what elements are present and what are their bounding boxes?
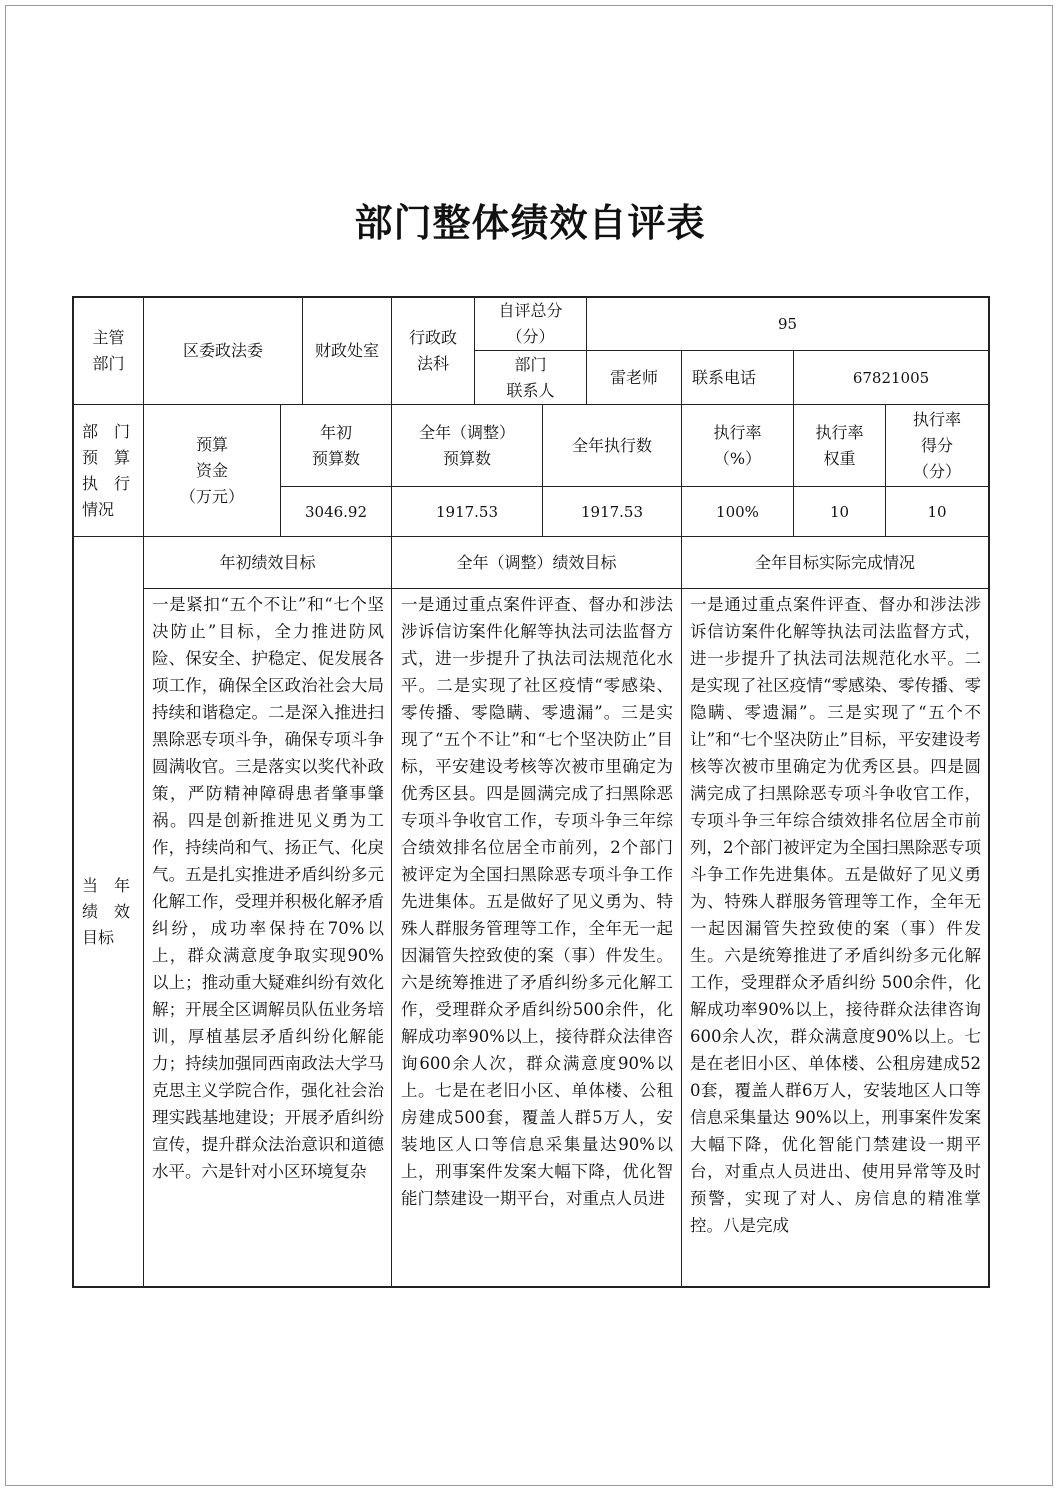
budget-value-adjusted: 1917.53 <box>435 502 499 521</box>
goals-col-actual: 全年目标实际完成情况 <box>754 552 915 572</box>
budget-fund-label: 预算 资金 （万元） <box>179 434 244 506</box>
budget-value-rate: 100% <box>716 502 759 521</box>
goals-initial-text: 一是紧扣“五个不让”和“七个坚决防止”目标，全力推进防风险、保安全、护稳定、促发展各项工作，确保全区政治社会大局持续和谐稳定。二是深入推进扫黑除恶专项斗争，确保专项斗争圆满收官。三是落实以奖代补政策，严防精神障碍患者肇事肇祸。四是创新推进见义勇为工作，持续尚和气、扬正气、化戾气。五是扎实推进矛盾纠纷多元化解工作，受理并积极化解矛盾纠纷，成功率保持在70%以上，群众满意度争取实现90%以上；推动重大疑难纠纷有效化解；开展全区调解员队伍业务培训，厚植基层矛盾纠纷化解能力；持续加强同西南政法大学马克思主义学院合作，强化社会治理实践基地建设；开展矛盾纠纷宣传，提升群众法治意识和道德水平。六是针对小区环境复杂 <box>152 595 384 1181</box>
budget-col-rate: 执行率 （%） <box>713 422 762 468</box>
page-title: 部门整体绩效自评表 <box>354 200 706 245</box>
budget-col-adjusted: 全年（调整） 预算数 <box>418 422 515 468</box>
table-border-bottom <box>72 1286 990 1288</box>
section-name: 行政政 法科 <box>408 328 457 373</box>
goals-actual-text: 一是通过重点案件评查、督办和涉法涉诉信访案件化解等执法司法监督方式，进一步提升了执法司法规范化水平。二是实现了社区疫情“零感染、零传播、零隐瞒、零遗漏”。三是实现了“五个不让”和“七个坚决防止”目标，平安建设考核等次被市里确定为优秀区县。四是圆满完成了扫黑除恶专项斗争收官工作，专项斗争三年综合绩效排名位居全市前列，2个部门被评定为全国扫黑除恶专项斗争工作先进集体。五是做好了见义勇为、特殊人群服务管理等工作，全年无一起因漏管失控致使的案（事）件发生。六是统筹推进了矛盾纠纷多元化解工作，受理群众矛盾纠纷 500余件，化解成功率90%以上，接待群众法律咨询600余人次，群众满意度90%以上。七是在老旧小区、单体楼、公租房建成520套，覆盖人群6万人，安装地区人口等信息采集量达 90%以上，刑事案件发案大幅下降，优化智能门禁建设一期平台，对重点人员进出、使用异常等及时预警，实现了对人、房信息的精准掌控。八是完成 <box>690 595 981 1235</box>
budget-value-initial: 3046.92 <box>304 502 368 521</box>
budget-value-weight: 10 <box>829 502 850 521</box>
table-border-right <box>988 296 990 1288</box>
budget-col-executed: 全年执行数 <box>571 435 652 455</box>
contact-label: 部门 联系人 <box>506 354 555 400</box>
score-value: 95 <box>777 315 798 333</box>
budget-section-label: 部 门 预 算 执 行 情况 <box>82 421 131 519</box>
budget-value-score: 10 <box>927 502 947 521</box>
finance-office: 财政处室 <box>314 341 379 360</box>
divider <box>681 536 682 1286</box>
divider <box>391 536 392 1286</box>
score-label: 自评总分 （分） <box>498 301 563 346</box>
budget-value-executed: 1917.53 <box>580 502 644 521</box>
budget-col-initial: 年初 预算数 <box>311 422 360 468</box>
budget-col-score: 执行率 得分 （分） <box>912 409 961 481</box>
goals-adjusted-text: 一是通过重点案件评查、督办和涉法涉诉信访案件化解等执法司法监督方式，进一步提升了执法司法规范化水平。二是实现了社区疫情“零感染、零传播、零隐瞒、零遗漏”。三是实现了“五个不让”和“七个坚决防止”目标，平安建设考核等次被市里确定为优秀区县。四是圆满完成了扫黑除恶专项斗争收官工作，专项斗争三年综合绩效排名位居全市前列，2个部门被评定为全国扫黑除恶专项斗争工作先进集体。五是做好了见义勇为、特殊人群服务管理等工作，全年无一起因漏管失控致使的案（事）件发生。六是统筹推进了矛盾纠纷多元化解工作，受理群众矛盾纠纷500余件，化解成功率90%以上，接待群众法律咨询600余人次，群众满意度90%以上。七是在老旧小区、单体楼、公租房建成500套，覆盖人群5万人，安装地区人口等信息采集量达90%以上，刑事案件发案大幅下降，优化智能门禁建设一期平台，对重点人员进 <box>401 595 673 1208</box>
dept-name: 区委政法委 <box>182 341 263 360</box>
divider <box>143 588 988 589</box>
goals-col-adjusted: 全年（调整）绩效目标 <box>456 552 617 572</box>
budget-col-weight: 执行率 权重 <box>815 422 864 468</box>
contact-name: 雷老师 <box>609 367 658 387</box>
goals-section-label: 当 年 绩 效 目标 <box>82 875 131 947</box>
phone-value: 67821005 <box>852 368 930 387</box>
dept-label: 主管 部门 <box>92 328 125 373</box>
phone-label: 联系电话 <box>692 367 757 387</box>
goals-col-initial: 年初绩效目标 <box>219 552 316 572</box>
